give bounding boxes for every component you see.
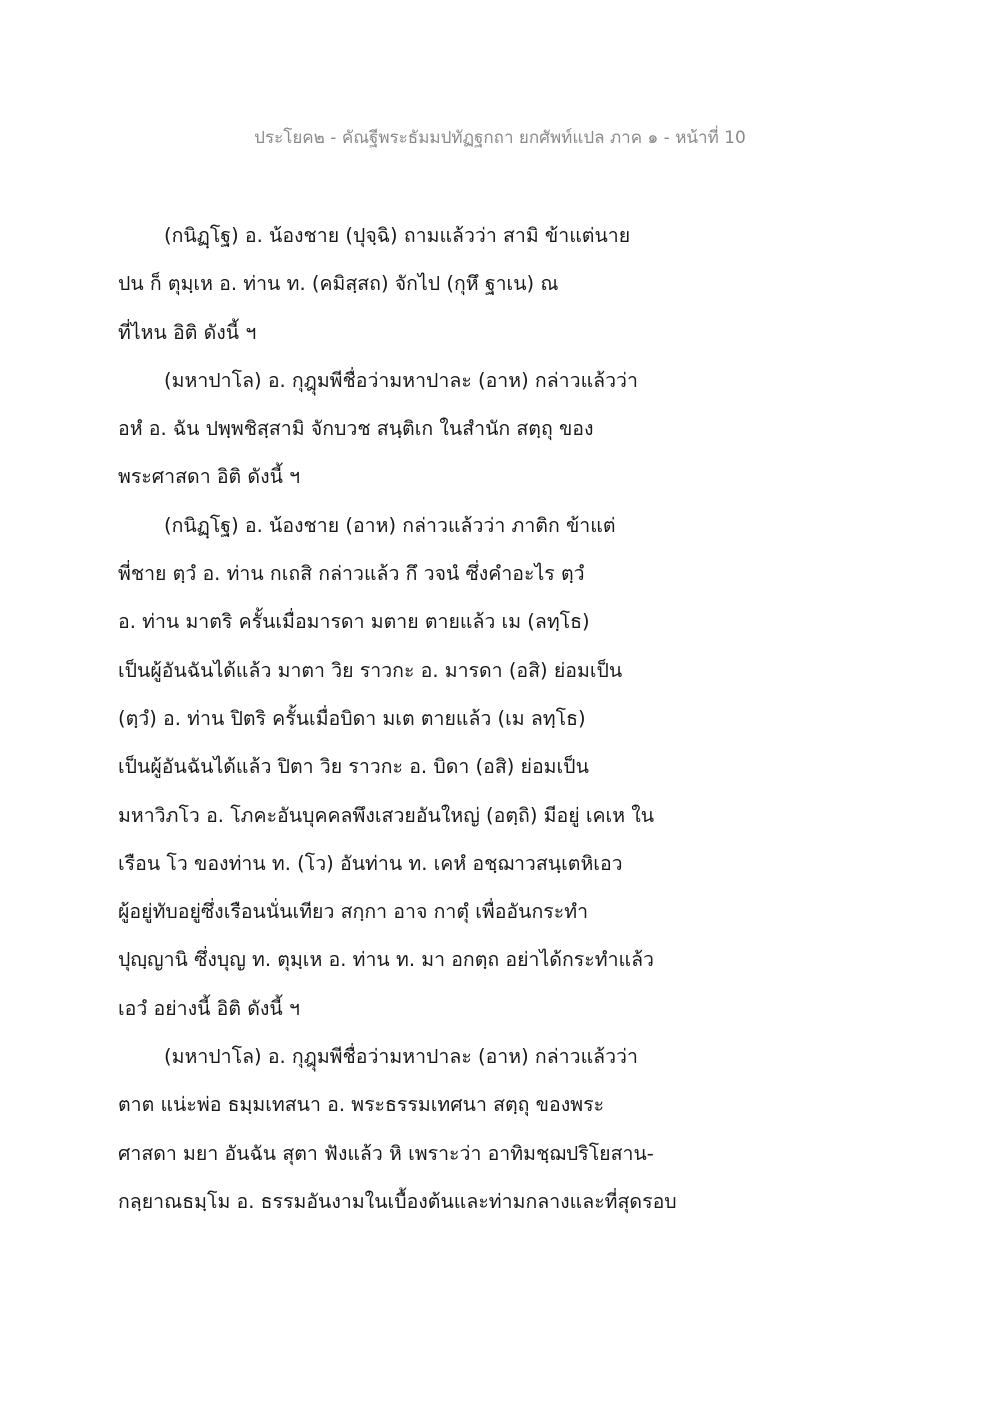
paragraph-line: เอวํ อย่างนี้ อิติ ดังนี้ ฯ xyxy=(118,996,300,1020)
paragraph-line: ตาต แน่ะพ่อ ธมฺมเทสนา อ. พระธรรมเทศนา สตฺถุ ของพระ xyxy=(118,1093,605,1117)
running-header: ประโยค๒ - คัณฐีพระธัมมปทัฏฐกถา ยกศัพท์แปล ภาค ๑ - หน้าที่ 10 xyxy=(254,128,746,148)
paragraph-line: อหํ อ. ฉัน ปพฺพชิสฺสามิ จักบวช สนฺติเก ในสำนัก สตฺถุ ของ xyxy=(118,417,594,441)
paragraph-line: พี่ชาย ตฺวํ อ. ท่าน กเถสิ กล่าวแล้ว กึ วจนํ ซึ่งคำอะไร ตฺวํ xyxy=(118,562,585,586)
paragraph-line: ที่ไหน อิติ ดังนี้ ฯ xyxy=(118,320,257,344)
paragraph-line: พระศาสดา อิติ ดังนี้ ฯ xyxy=(118,465,301,489)
paragraph-line: ปน ก็ ตุมฺเห อ. ท่าน ท. (คมิสฺสถ) จักไป (กุหึ ฐาเน) ณ xyxy=(118,272,559,296)
paragraph-line: เป็นผู้อันฉันได้แล้ว ปิตา วิย ราวกะ อ. บิดา (อสิ) ย่อมเป็น xyxy=(118,755,589,779)
paragraph-line: (มหาปาโล) อ. กุฎุมพีชื่อว่ามหาปาละ (อาห) กล่าวแล้วว่า xyxy=(164,368,638,392)
paragraph-line: ปุญฺญานิ ซึ่งบุญ ท. ตุมฺเห อ. ท่าน ท. มา อกตฺถ อย่าได้กระทำแล้ว xyxy=(118,948,654,972)
paragraph-line: มหาวิภโว อ. โภคะอันบุคคลพึงเสวยอันใหญ่ (อตฺถิ) มีอยู่ เคเห ใน xyxy=(118,803,655,827)
paragraph-line: (มหาปาโล) อ. กุฎุมพีชื่อว่ามหาปาละ (อาห) กล่าวแล้วว่า xyxy=(164,1045,638,1069)
paragraph-line: ผู้อยู่ทับอยู่ซึ่งเรือนนั่นเทียว สกฺกา อาจ กาตุํ เพื่ออันกระทำ xyxy=(118,900,589,924)
paragraph-line: (ตฺวํ) อ. ท่าน ปิตริ ครั้นเมื่อบิดา มเต ตายแล้ว (เม ลทฺโธ) xyxy=(118,706,586,730)
paragraph-line: (กนิฏฺโฐ) อ. น้องชาย (อาห) กล่าวแล้วว่า ภาติก ข้าแต่ xyxy=(164,513,616,537)
paragraph-line: เป็นผู้อันฉันได้แล้ว มาตา วิย ราวกะ อ. มารดา (อสิ) ย่อมเป็น xyxy=(118,658,623,682)
paragraph-line: เรือน โว ของท่าน ท. (โว) อันท่าน ท. เคหํ อชฺฌาวสนฺเตหิเอว xyxy=(118,851,623,875)
body-text xyxy=(118,212,898,1226)
paragraph-line: กลฺยาณธมฺโม อ. ธรรมอันงามในเบื้องต้นและท่ามกลางและที่สุดรอบ xyxy=(118,1189,677,1213)
paragraph-line: อ. ท่าน มาตริ ครั้นเมื่อมารดา มตาย ตายแล้ว เม (ลทฺโธ) xyxy=(118,610,590,634)
paragraph-line: ศาสดา มยา อันฉัน สุตา ฟังแล้ว หิ เพราะว่า อาทิมชฺฌปริโยสาน- xyxy=(118,1141,654,1165)
paragraph-line: (กนิฏฺโฐ) อ. น้องชาย (ปุจฺฉิ) ถามแล้วว่า สามิ ข้าแต่นาย xyxy=(164,224,631,247)
